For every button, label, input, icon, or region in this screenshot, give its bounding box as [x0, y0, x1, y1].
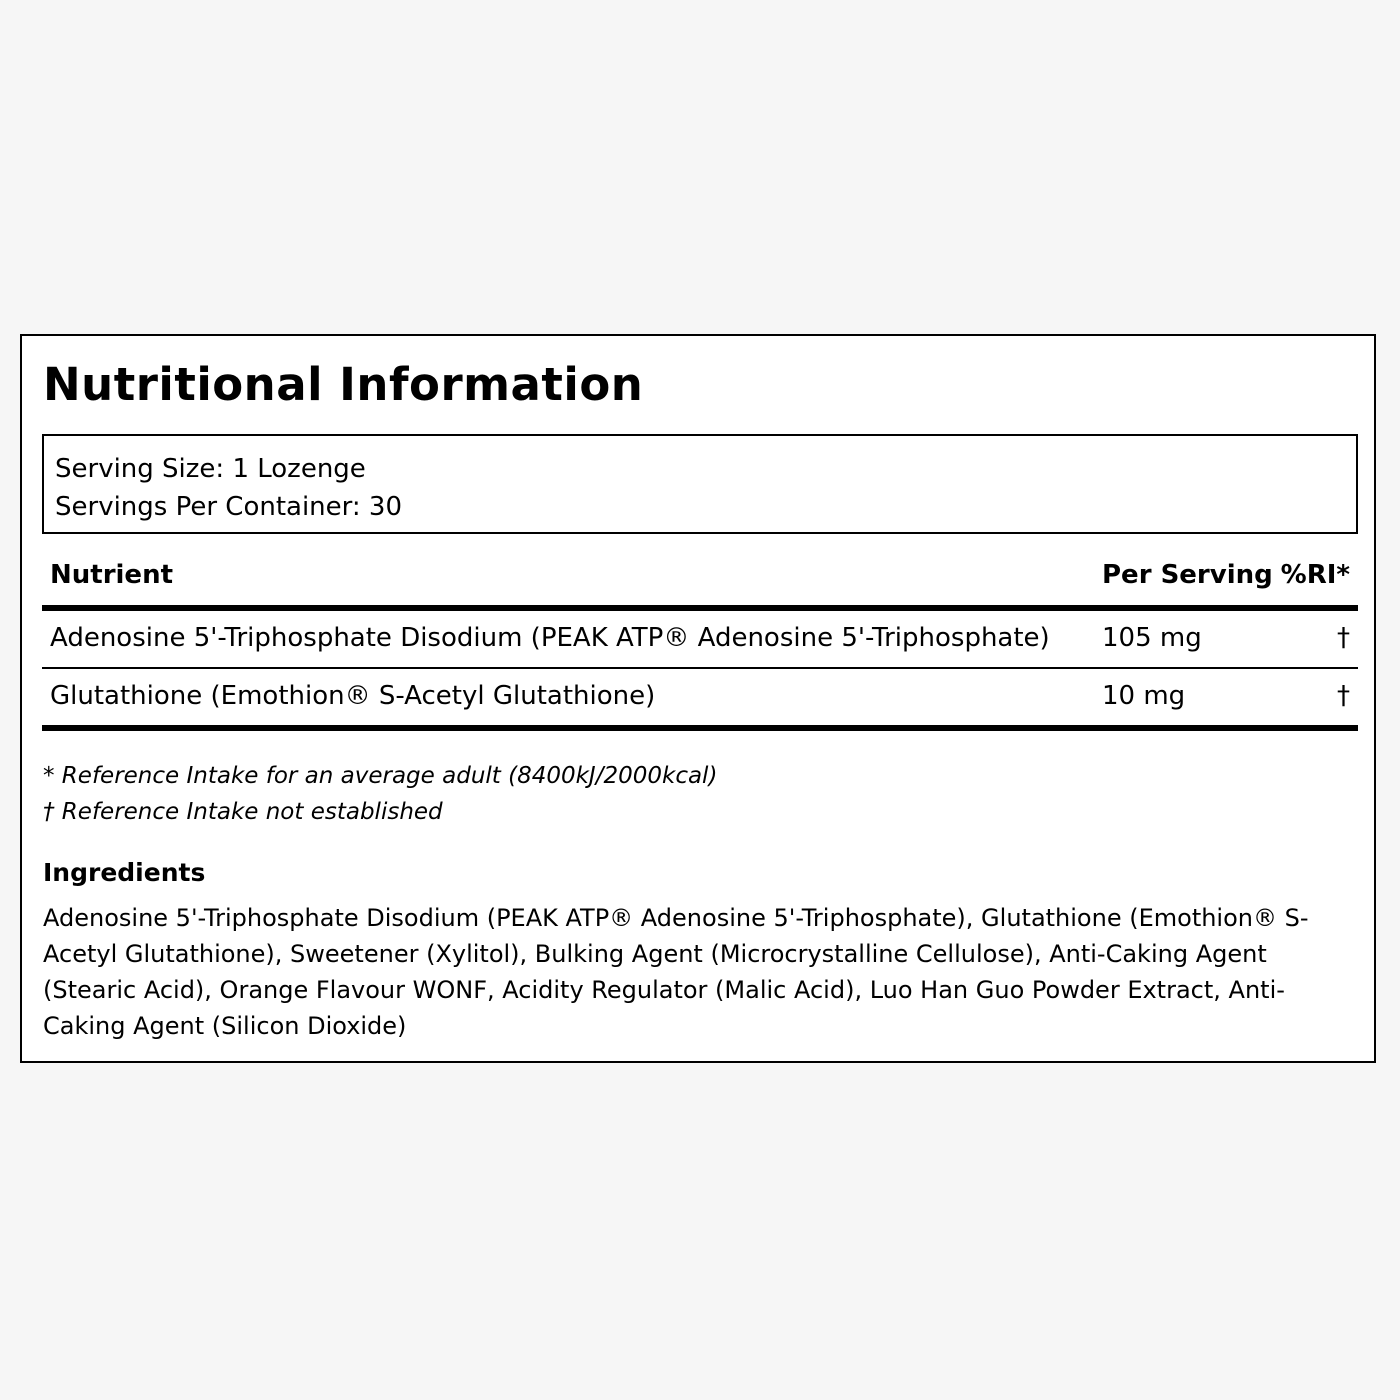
- nutrient-ri: †: [1337, 623, 1350, 653]
- footnote-reference-intake: * Reference Intake for an average adult (8400kJ/2000kcal): [43, 763, 718, 789]
- nutrient-ri: †: [1337, 681, 1350, 711]
- nutrition-label: [20, 334, 1376, 1063]
- table-header-row: [42, 551, 1358, 605]
- header-per-serving: Per Serving: [1102, 560, 1273, 590]
- nutrient-name: Adenosine 5'-Triphosphate Disodium (PEAK ATP® Adenosine 5'-Triphosphate): [50, 623, 1050, 653]
- table-bottom-divider: [42, 725, 1358, 731]
- ingredients-heading: Ingredients: [43, 858, 206, 887]
- serving-info-box: [42, 434, 1358, 534]
- nutrient-amount: 105 mg: [1102, 623, 1202, 653]
- footnote-not-established: † Reference Intake not established: [43, 799, 443, 825]
- serving-size: Serving Size: 1 Lozenge: [55, 454, 366, 484]
- table-row: [42, 669, 1358, 725]
- header-ri: %RI*: [1280, 560, 1350, 590]
- nutrient-table: [42, 551, 1358, 731]
- table-row: [42, 611, 1358, 667]
- page-title: Nutritional Information: [43, 358, 644, 411]
- footnotes: [43, 758, 717, 830]
- ingredients-text: Adenosine 5'-Triphosphate Disodium (PEAK ATP® Adenosine 5'-Triphosphate), Glutathione (Emothion® S-Acetyl Glutathione), Sweetener (Xylitol), Bulking Agent (Microcrystalline Cellulose), Anti-Caking Agent (Stearic Acid), Orange Flavour WONF, Acidity Regulator (Malic Acid), Luo Han Guo Powder Extract, Anti-Caking Agent (Silicon Dioxide): [43, 904, 1309, 1040]
- nutrient-name: Glutathione (Emothion® S-Acetyl Glutathione): [50, 681, 656, 711]
- header-nutrient: Nutrient: [50, 560, 174, 590]
- servings-per-container: Servings Per Container: 30: [55, 492, 403, 522]
- nutrient-amount: 10 mg: [1102, 681, 1186, 711]
